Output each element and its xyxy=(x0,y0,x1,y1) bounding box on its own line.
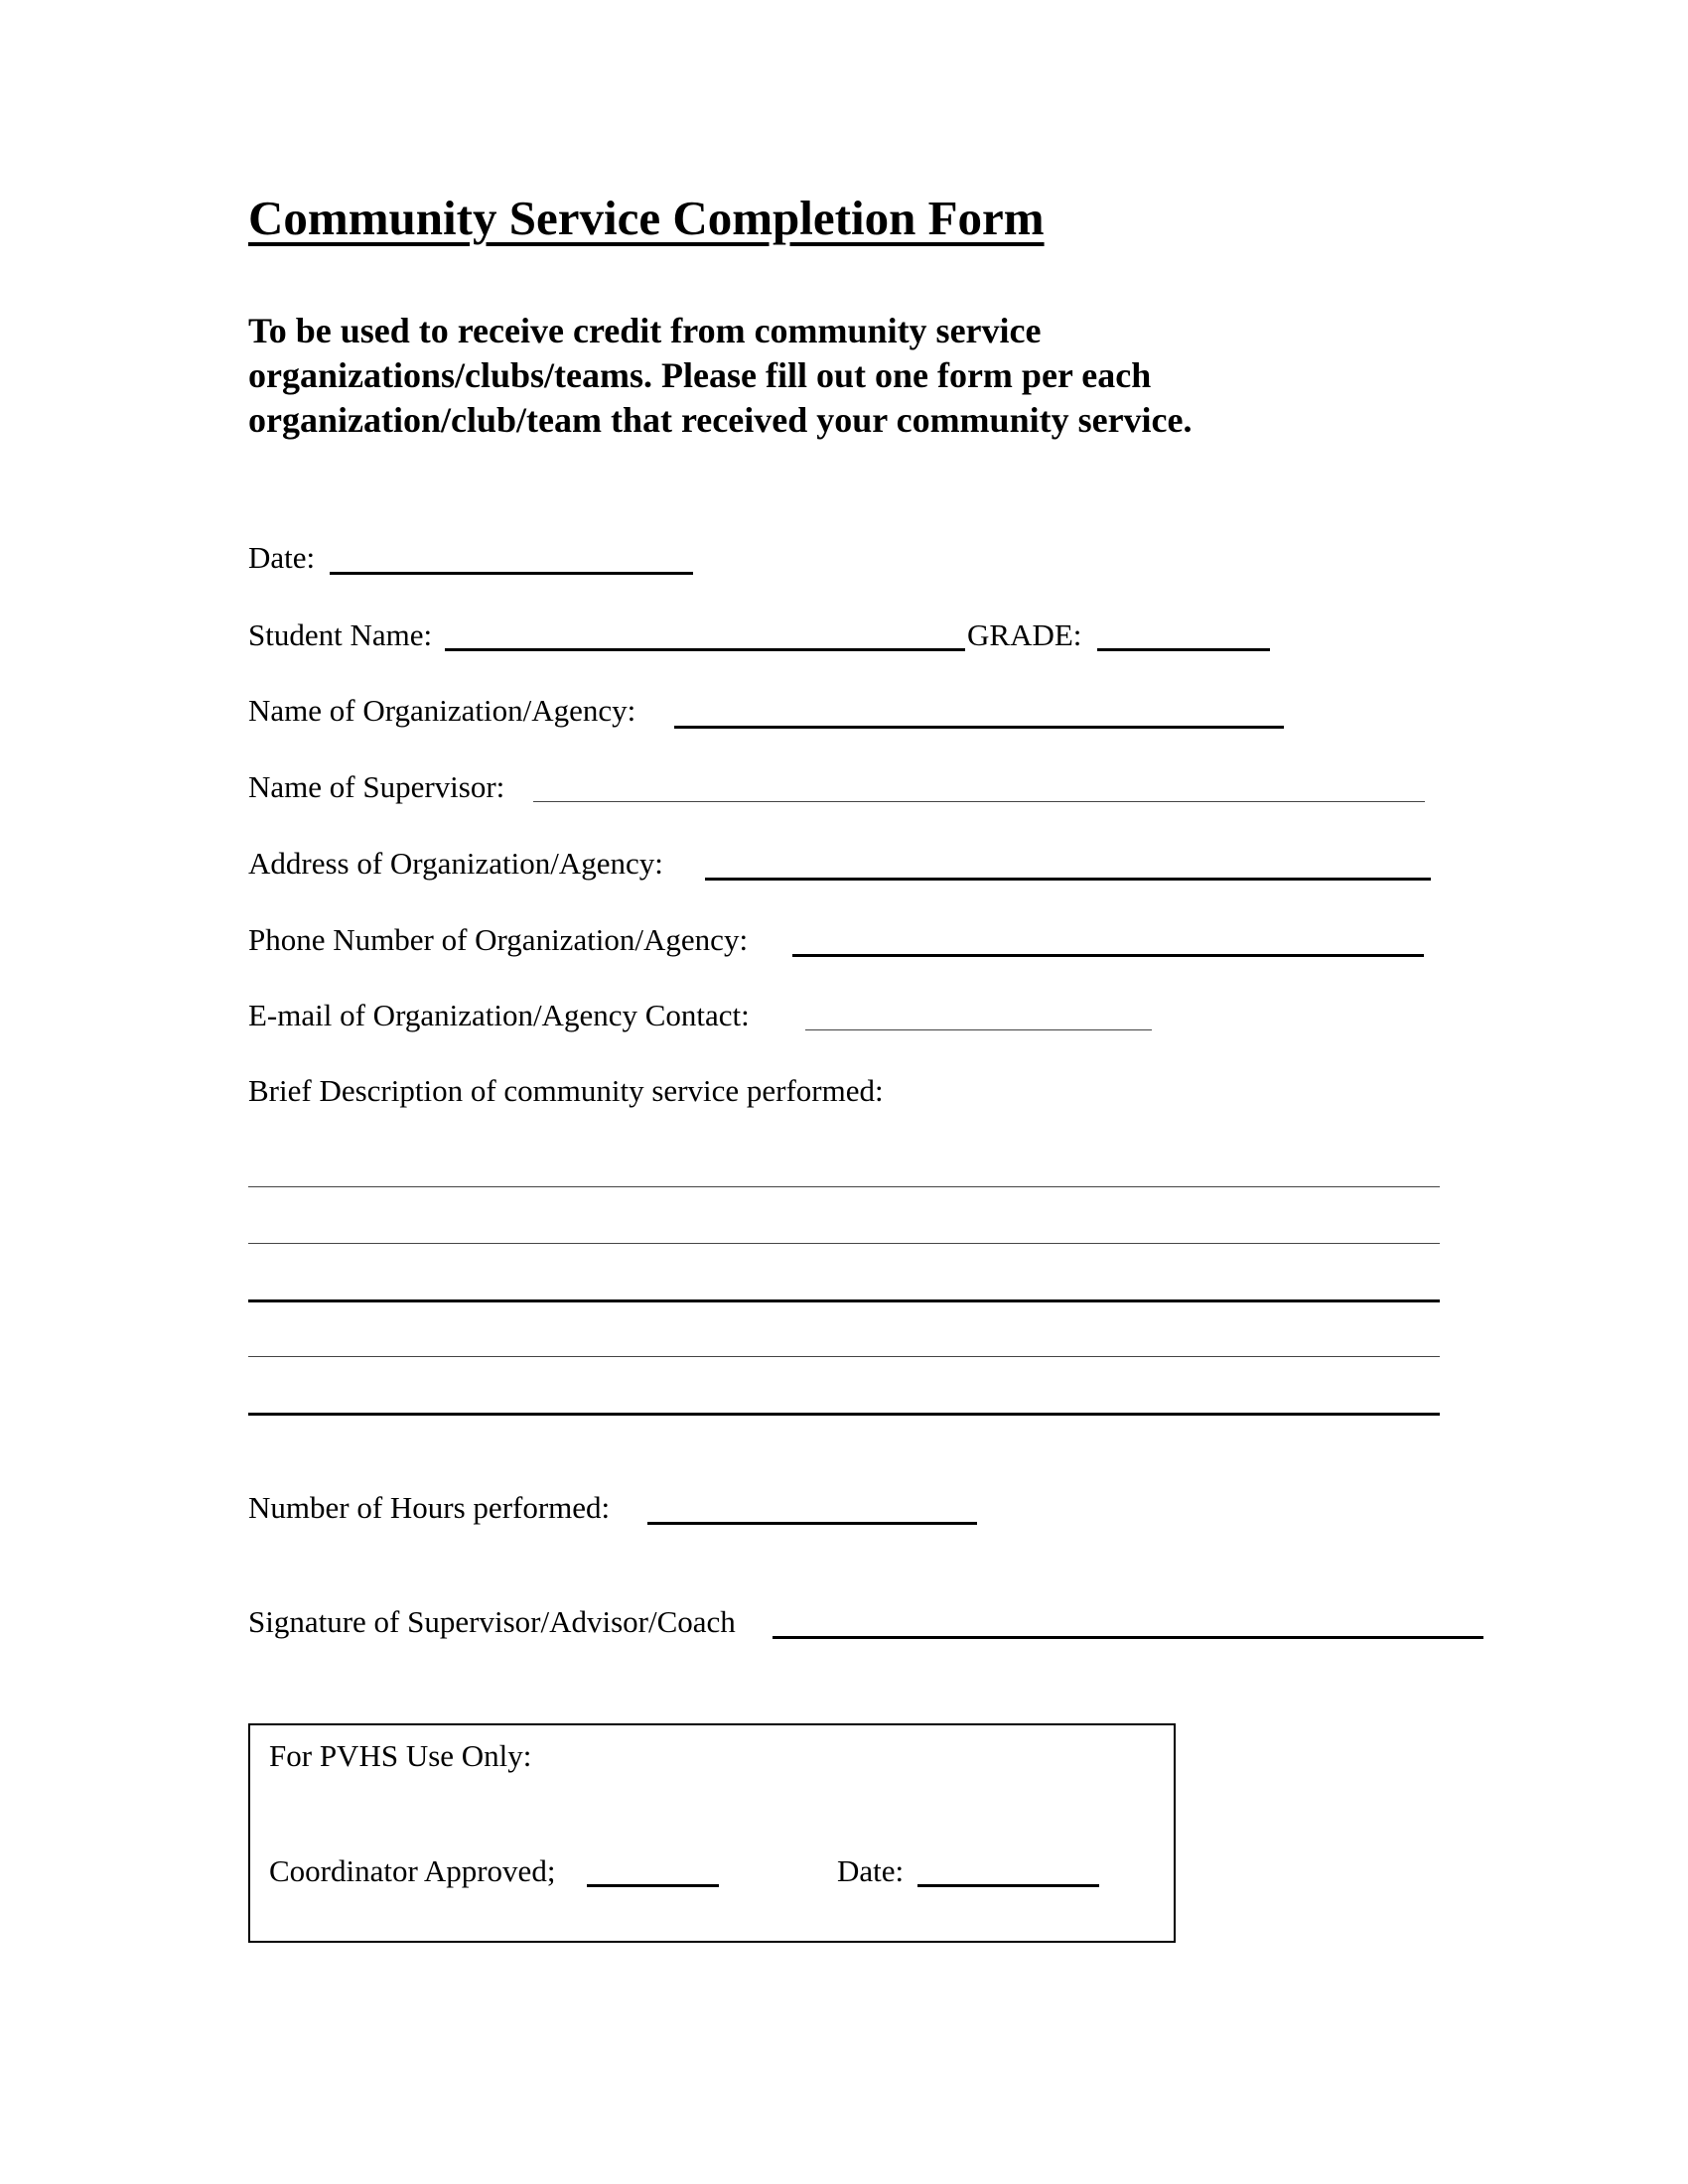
description-line-2[interactable] xyxy=(248,1243,1440,1244)
organization-address-field[interactable] xyxy=(705,878,1431,881)
description-label: Brief Description of community service performed: xyxy=(248,1073,884,1108)
office-use-heading: For PVHS Use Only: xyxy=(269,1738,532,1773)
hours-field[interactable] xyxy=(647,1522,977,1525)
student-name-field[interactable] xyxy=(445,648,965,651)
coordinator-approved-field[interactable] xyxy=(587,1884,719,1887)
signature-label: Signature of Supervisor/Advisor/Coach xyxy=(248,1604,736,1639)
form-title: Community Service Completion Form xyxy=(248,191,1045,245)
grade-field[interactable] xyxy=(1097,648,1270,651)
description-line-4[interactable] xyxy=(248,1356,1440,1357)
organization-name-label: Name of Organization/Agency: xyxy=(248,693,636,728)
organization-name-field[interactable] xyxy=(674,726,1284,729)
grade-label: GRADE: xyxy=(967,617,1082,652)
office-date-label: Date: xyxy=(837,1853,905,1888)
organization-address-label: Address of Organization/Agency: xyxy=(248,846,663,881)
student-name-label: Student Name: xyxy=(248,617,433,652)
supervisor-name-label: Name of Supervisor: xyxy=(248,769,505,804)
signature-field[interactable] xyxy=(773,1636,1483,1639)
supervisor-name-field[interactable] xyxy=(533,801,1425,802)
organization-email-field[interactable] xyxy=(805,1029,1152,1030)
form-instructions: To be used to receive credit from community service organizations/clubs/teams. Please fill out one form per each organization/club/team that received your community service. xyxy=(248,311,1193,440)
organization-email-label: E-mail of Organization/Agency Contact: xyxy=(248,998,750,1032)
date-label: Date: xyxy=(248,540,316,575)
organization-phone-field[interactable] xyxy=(792,954,1424,957)
organization-phone-label: Phone Number of Organization/Agency: xyxy=(248,922,749,957)
description-line-5[interactable] xyxy=(248,1413,1440,1416)
office-date-field[interactable] xyxy=(917,1884,1099,1887)
date-field[interactable] xyxy=(330,572,693,575)
description-line-1[interactable] xyxy=(248,1186,1440,1187)
coordinator-approved-label: Coordinator Approved; xyxy=(269,1853,556,1888)
hours-label: Number of Hours performed: xyxy=(248,1490,611,1525)
description-line-3[interactable] xyxy=(248,1299,1440,1302)
